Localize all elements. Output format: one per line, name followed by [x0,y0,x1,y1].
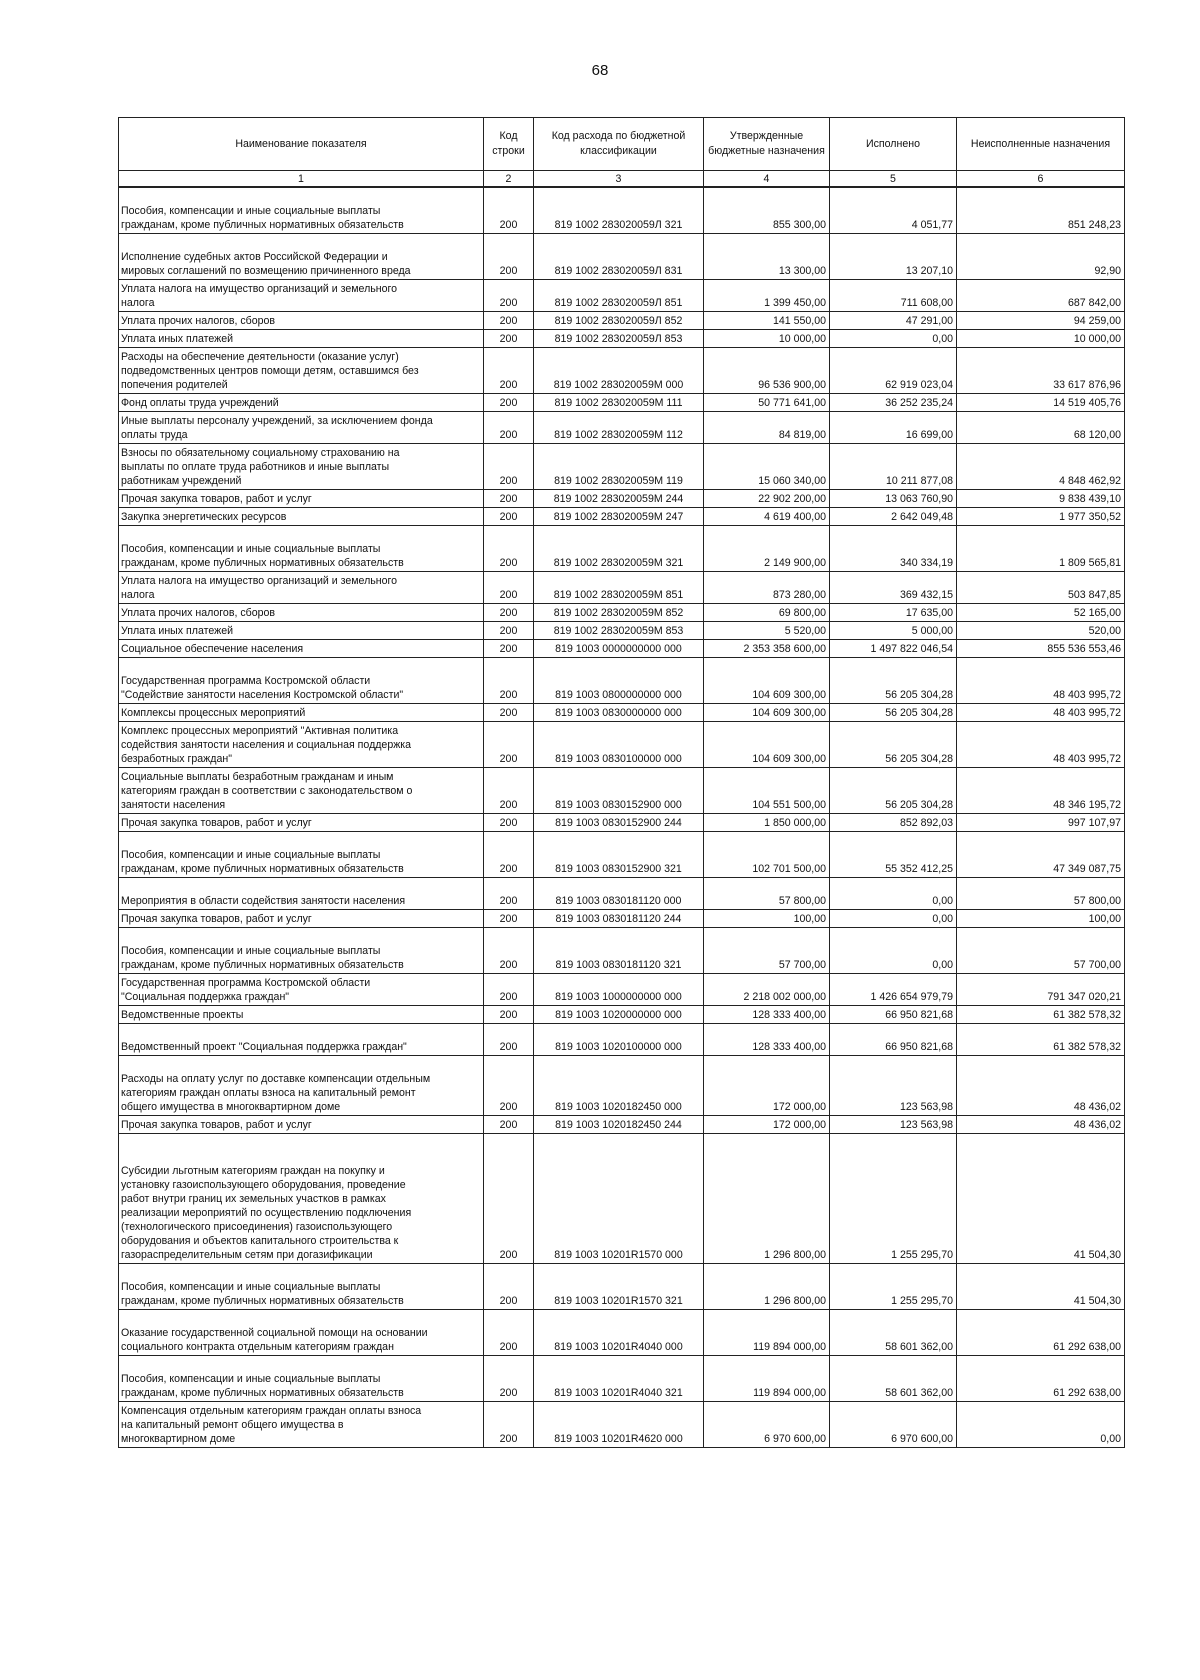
column-number: 4 [704,171,830,188]
table-header-row [119,118,1125,171]
row-approved-amount: 102 701 500,00 [704,832,830,878]
row-executed-amount: 1 255 295,70 [830,1134,957,1264]
row-approved-amount: 128 333 400,00 [704,1024,830,1056]
table-row [119,572,1125,604]
row-line-code: 200 [484,312,534,330]
table-row [119,1356,1125,1402]
row-budget-code: 819 1003 1000000000 000 [534,974,704,1006]
row-executed-amount: 13 063 760,90 [830,490,957,508]
row-budget-code: 819 1003 0830181120 244 [534,910,704,928]
row-approved-amount: 1 399 450,00 [704,280,830,312]
row-executed-amount: 17 635,00 [830,604,957,622]
row-unexecuted-amount: 52 165,00 [957,604,1125,622]
row-budget-code: 819 1003 10201R4040 321 [534,1356,704,1402]
table-row [119,1310,1125,1356]
row-budget-code: 819 1003 1020000000 000 [534,1006,704,1024]
row-budget-code: 819 1003 0800000000 000 [534,658,704,704]
row-approved-amount: 15 060 340,00 [704,444,830,490]
row-approved-amount: 2 218 002 000,00 [704,974,830,1006]
row-budget-code: 819 1003 10201R1570 321 [534,1264,704,1310]
row-unexecuted-amount: 520,00 [957,622,1125,640]
row-line-code: 200 [484,704,534,722]
row-indicator-name: Уплата иных платежей [119,330,484,348]
table-row [119,704,1125,722]
row-budget-code: 819 1002 283020059М 000 [534,348,704,394]
row-executed-amount: 16 699,00 [830,412,957,444]
row-executed-amount: 66 950 821,68 [830,1006,957,1024]
row-unexecuted-amount: 997 107,97 [957,814,1125,832]
row-line-code: 200 [484,1356,534,1402]
row-unexecuted-amount: 68 120,00 [957,412,1125,444]
row-indicator-name: Государственная программа Костромской области "Социальная поддержка граждан" [119,974,484,1006]
row-unexecuted-amount: 14 519 405,76 [957,394,1125,412]
row-line-code: 200 [484,1116,534,1134]
row-budget-code: 819 1003 1020182450 000 [534,1056,704,1116]
row-indicator-name: Социальное обеспечение населения [119,640,484,658]
row-budget-code: 819 1003 0830152900 000 [534,768,704,814]
row-approved-amount: 57 800,00 [704,878,830,910]
row-unexecuted-amount: 61 292 638,00 [957,1356,1125,1402]
row-budget-code: 819 1002 283020059Л 851 [534,280,704,312]
row-unexecuted-amount: 41 504,30 [957,1264,1125,1310]
table-row [119,604,1125,622]
row-line-code: 200 [484,526,534,572]
row-indicator-name: Социальные выплаты безработным гражданам и иным категориям граждан в соответствии с законодательством о занятости населения [119,768,484,814]
row-budget-code: 819 1002 283020059Л 831 [534,234,704,280]
row-line-code: 200 [484,640,534,658]
row-executed-amount: 340 334,19 [830,526,957,572]
table-row [119,768,1125,814]
row-line-code: 200 [484,490,534,508]
table-row [119,444,1125,490]
header-approved-appropriations: Утвержденные бюджетные назначения [704,118,830,171]
row-line-code: 200 [484,878,534,910]
row-line-code: 200 [484,1402,534,1448]
row-approved-amount: 13 300,00 [704,234,830,280]
row-indicator-name: Пособия, компенсации и иные социальные выплаты гражданам, кроме публичных нормативных обязательств [119,1264,484,1310]
row-executed-amount: 0,00 [830,330,957,348]
row-executed-amount: 6 970 600,00 [830,1402,957,1448]
row-executed-amount: 62 919 023,04 [830,348,957,394]
row-executed-amount: 66 950 821,68 [830,1024,957,1056]
row-line-code: 200 [484,280,534,312]
row-indicator-name: Расходы на оплату услуг по доставке компенсации отдельным категориям граждан оплаты взноса на капитальный ремонт общего имущества в многоквартирном доме [119,1056,484,1116]
row-budget-code: 819 1002 283020059М 853 [534,622,704,640]
column-number: 6 [957,171,1125,188]
row-budget-code: 819 1002 283020059Л 853 [534,330,704,348]
row-indicator-name: Пособия, компенсации и иные социальные выплаты гражданам, кроме публичных нормативных обязательств [119,928,484,974]
row-approved-amount: 2 149 900,00 [704,526,830,572]
row-line-code: 200 [484,234,534,280]
row-indicator-name: Пособия, компенсации и иные социальные выплаты гражданам, кроме публичных нормативных обязательств [119,526,484,572]
row-executed-amount: 0,00 [830,910,957,928]
row-indicator-name: Прочая закупка товаров, работ и услуг [119,814,484,832]
row-approved-amount: 2 353 358 600,00 [704,640,830,658]
row-approved-amount: 104 609 300,00 [704,658,830,704]
row-approved-amount: 5 520,00 [704,622,830,640]
row-indicator-name: Ведомственный проект "Социальная поддержка граждан" [119,1024,484,1056]
row-indicator-name: Прочая закупка товаров, работ и услуг [119,910,484,928]
row-budget-code: 819 1002 283020059М 119 [534,444,704,490]
row-approved-amount: 104 609 300,00 [704,704,830,722]
row-executed-amount: 1 426 654 979,79 [830,974,957,1006]
row-unexecuted-amount: 41 504,30 [957,1134,1125,1264]
row-line-code: 200 [484,330,534,348]
row-indicator-name: Прочая закупка товаров, работ и услуг [119,490,484,508]
row-unexecuted-amount: 10 000,00 [957,330,1125,348]
table-row [119,878,1125,910]
row-executed-amount: 369 432,15 [830,572,957,604]
row-indicator-name: Уплата прочих налогов, сборов [119,604,484,622]
row-budget-code: 819 1003 1020182450 244 [534,1116,704,1134]
row-line-code: 200 [484,1024,534,1056]
table-row [119,412,1125,444]
row-executed-amount: 711 608,00 [830,280,957,312]
header-budget-classification-code: Код расхода по бюджетной классификации [534,118,704,171]
row-unexecuted-amount: 57 800,00 [957,878,1125,910]
table-row [119,658,1125,704]
row-unexecuted-amount: 61 382 578,32 [957,1006,1125,1024]
table-row [119,330,1125,348]
row-line-code: 200 [484,832,534,878]
row-line-code: 200 [484,722,534,768]
row-line-code: 200 [484,622,534,640]
row-executed-amount: 5 000,00 [830,622,957,640]
row-indicator-name: Оказание государственной социальной помощи на основании социального контракта отдельным категориям граждан [119,1310,484,1356]
row-indicator-name: Пособия, компенсации и иные социальные выплаты гражданам, кроме публичных нормативных обязательств [119,832,484,878]
row-budget-code: 819 1003 1020100000 000 [534,1024,704,1056]
page-number: 68 [591,62,609,79]
row-approved-amount: 172 000,00 [704,1056,830,1116]
table-row [119,187,1125,234]
row-budget-code: 819 1003 10201R4040 000 [534,1310,704,1356]
row-budget-code: 819 1003 0830000000 000 [534,704,704,722]
row-budget-code: 819 1003 0000000000 000 [534,640,704,658]
row-approved-amount: 128 333 400,00 [704,1006,830,1024]
row-line-code: 200 [484,1310,534,1356]
column-number: 2 [484,171,534,188]
row-budget-code: 819 1002 283020059М 321 [534,526,704,572]
row-executed-amount: 852 892,03 [830,814,957,832]
row-unexecuted-amount: 48 346 195,72 [957,768,1125,814]
row-line-code: 200 [484,928,534,974]
table-row [119,1134,1125,1264]
row-approved-amount: 104 609 300,00 [704,722,830,768]
row-budget-code: 819 1003 0830181120 321 [534,928,704,974]
row-budget-code: 819 1002 283020059Л 852 [534,312,704,330]
row-line-code: 200 [484,394,534,412]
row-executed-amount: 1 255 295,70 [830,1264,957,1310]
row-unexecuted-amount: 94 259,00 [957,312,1125,330]
row-executed-amount: 1 497 822 046,54 [830,640,957,658]
row-budget-code: 819 1003 0830152900 321 [534,832,704,878]
row-unexecuted-amount: 48 403 995,72 [957,722,1125,768]
row-budget-code: 819 1003 0830181120 000 [534,878,704,910]
row-approved-amount: 119 894 000,00 [704,1310,830,1356]
table-row [119,394,1125,412]
row-budget-code: 819 1002 283020059М 851 [534,572,704,604]
row-unexecuted-amount: 0,00 [957,1402,1125,1448]
row-approved-amount: 100,00 [704,910,830,928]
row-approved-amount: 96 536 900,00 [704,348,830,394]
table-row [119,348,1125,394]
row-executed-amount: 123 563,98 [830,1116,957,1134]
row-line-code: 200 [484,604,534,622]
table-row [119,234,1125,280]
row-approved-amount: 104 551 500,00 [704,768,830,814]
row-budget-code: 819 1002 283020059М 111 [534,394,704,412]
row-unexecuted-amount: 61 382 578,32 [957,1024,1125,1056]
table-row [119,1116,1125,1134]
table-row [119,1402,1125,1448]
row-line-code: 200 [484,910,534,928]
table-row [119,832,1125,878]
table-row [119,490,1125,508]
row-indicator-name: Государственная программа Костромской области "Содействие занятости населения Костромской области" [119,658,484,704]
row-approved-amount: 10 000,00 [704,330,830,348]
row-indicator-name: Прочая закупка товаров, работ и услуг [119,1116,484,1134]
row-line-code: 200 [484,444,534,490]
column-number: 1 [119,171,484,188]
row-line-code: 200 [484,1056,534,1116]
row-executed-amount: 56 205 304,28 [830,768,957,814]
row-line-code: 200 [484,1006,534,1024]
row-budget-code: 819 1003 0830100000 000 [534,722,704,768]
row-indicator-name: Иные выплаты персоналу учреждений, за исключением фонда оплаты труда [119,412,484,444]
row-indicator-name: Расходы на обеспечение деятельности (оказание услуг) подведомственных центров помощи детям, оставшимся без попечения родителей [119,348,484,394]
row-indicator-name: Уплата иных платежей [119,622,484,640]
row-unexecuted-amount: 48 436,02 [957,1056,1125,1116]
row-unexecuted-amount: 1 977 350,52 [957,508,1125,526]
header-unexecuted-appropriations: Неисполненные назначения [957,118,1125,171]
column-number: 5 [830,171,957,188]
table-row [119,622,1125,640]
row-line-code: 200 [484,658,534,704]
row-unexecuted-amount: 92,90 [957,234,1125,280]
row-approved-amount: 57 700,00 [704,928,830,974]
row-executed-amount: 55 352 412,25 [830,832,957,878]
row-indicator-name: Субсидии льготным категориям граждан на покупку и установку газоиспользующего оборудования, проведение работ внутри границ их земельных участков в рамках реализации мероприятий по осуществлению подключения (технологического присоединения) газоиспользующего оборудования и объектов капитального строительства к газораспределительным сетям при догазификации [119,1134,484,1264]
row-unexecuted-amount: 61 292 638,00 [957,1310,1125,1356]
row-approved-amount: 1 296 800,00 [704,1134,830,1264]
row-line-code: 200 [484,814,534,832]
row-executed-amount: 56 205 304,28 [830,658,957,704]
row-executed-amount: 47 291,00 [830,312,957,330]
row-line-code: 200 [484,572,534,604]
row-indicator-name: Закупка энергетических ресурсов [119,508,484,526]
row-indicator-name: Уплата прочих налогов, сборов [119,312,484,330]
row-executed-amount: 13 207,10 [830,234,957,280]
row-indicator-name: Пособия, компенсации и иные социальные выплаты гражданам, кроме публичных нормативных обязательств [119,187,484,234]
header-executed: Исполнено [830,118,957,171]
row-executed-amount: 56 205 304,28 [830,704,957,722]
row-budget-code: 819 1003 0830152900 244 [534,814,704,832]
column-number: 3 [534,171,704,188]
row-budget-code: 819 1002 283020059Л 321 [534,187,704,234]
row-unexecuted-amount: 1 809 565,81 [957,526,1125,572]
row-unexecuted-amount: 791 347 020,21 [957,974,1125,1006]
row-approved-amount: 84 819,00 [704,412,830,444]
header-line-code: Код строки [484,118,534,171]
row-executed-amount: 58 601 362,00 [830,1310,957,1356]
row-indicator-name: Фонд оплаты труда учреждений [119,394,484,412]
row-unexecuted-amount: 851 248,23 [957,187,1125,234]
table-row [119,722,1125,768]
row-approved-amount: 172 000,00 [704,1116,830,1134]
row-budget-code: 819 1002 283020059М 852 [534,604,704,622]
row-line-code: 200 [484,974,534,1006]
row-budget-code: 819 1002 283020059М 112 [534,412,704,444]
table-row [119,1264,1125,1310]
row-executed-amount: 58 601 362,00 [830,1356,957,1402]
row-approved-amount: 6 970 600,00 [704,1402,830,1448]
row-unexecuted-amount: 57 700,00 [957,928,1125,974]
row-approved-amount: 119 894 000,00 [704,1356,830,1402]
row-indicator-name: Комплексы процессных мероприятий [119,704,484,722]
row-line-code: 200 [484,768,534,814]
table-row [119,526,1125,572]
row-indicator-name: Исполнение судебных актов Российской Федерации и мировых соглашений по возмещению причиненного вреда [119,234,484,280]
row-indicator-name: Мероприятия в области содействия занятости населения [119,878,484,910]
row-executed-amount: 36 252 235,24 [830,394,957,412]
table-row [119,508,1125,526]
row-approved-amount: 69 800,00 [704,604,830,622]
row-unexecuted-amount: 33 617 876,96 [957,348,1125,394]
table-row [119,640,1125,658]
row-executed-amount: 123 563,98 [830,1056,957,1116]
row-budget-code: 819 1002 283020059М 247 [534,508,704,526]
row-indicator-name: Взносы по обязательному социальному страхованию на выплаты по оплате труда работников и иные выплаты работникам учреждений [119,444,484,490]
table-row [119,280,1125,312]
row-indicator-name: Уплата налога на имущество организаций и земельного налога [119,572,484,604]
row-approved-amount: 873 280,00 [704,572,830,604]
row-unexecuted-amount: 9 838 439,10 [957,490,1125,508]
row-unexecuted-amount: 48 436,02 [957,1116,1125,1134]
table-row [119,1006,1125,1024]
row-unexecuted-amount: 48 403 995,72 [957,658,1125,704]
row-approved-amount: 50 771 641,00 [704,394,830,412]
row-executed-amount: 4 051,77 [830,187,957,234]
row-indicator-name: Ведомственные проекты [119,1006,484,1024]
row-unexecuted-amount: 48 403 995,72 [957,704,1125,722]
budget-execution-table [118,117,1125,1448]
row-unexecuted-amount: 4 848 462,92 [957,444,1125,490]
row-executed-amount: 0,00 [830,878,957,910]
row-approved-amount: 4 619 400,00 [704,508,830,526]
row-approved-amount: 22 902 200,00 [704,490,830,508]
row-budget-code: 819 1003 10201R4620 000 [534,1402,704,1448]
row-indicator-name: Компенсация отдельным категориям граждан оплаты взноса на капитальный ремонт общего имущества в многоквартирном доме [119,1402,484,1448]
table-row [119,814,1125,832]
row-unexecuted-amount: 855 536 553,46 [957,640,1125,658]
row-line-code: 200 [484,1134,534,1264]
row-budget-code: 819 1003 10201R1570 000 [534,1134,704,1264]
row-line-code: 200 [484,187,534,234]
row-line-code: 200 [484,412,534,444]
row-budget-code: 819 1002 283020059М 244 [534,490,704,508]
row-executed-amount: 56 205 304,28 [830,722,957,768]
column-number-row [119,171,1125,188]
row-executed-amount: 0,00 [830,928,957,974]
row-approved-amount: 1 850 000,00 [704,814,830,832]
row-unexecuted-amount: 687 842,00 [957,280,1125,312]
row-approved-amount: 1 296 800,00 [704,1264,830,1310]
row-indicator-name: Комплекс процессных мероприятий "Активная политика содействия занятости населения и социальная поддержка безработных граждан" [119,722,484,768]
row-executed-amount: 2 642 049,48 [830,508,957,526]
table-row [119,312,1125,330]
row-approved-amount: 855 300,00 [704,187,830,234]
row-indicator-name: Уплата налога на имущество организаций и земельного налога [119,280,484,312]
row-unexecuted-amount: 503 847,85 [957,572,1125,604]
table-body [119,187,1125,1448]
row-line-code: 200 [484,1264,534,1310]
table-row [119,1056,1125,1116]
row-line-code: 200 [484,508,534,526]
row-unexecuted-amount: 47 349 087,75 [957,832,1125,878]
header-indicator-name: Наименование показателя [119,118,484,171]
row-line-code: 200 [484,348,534,394]
table-row [119,928,1125,974]
row-executed-amount: 10 211 877,08 [830,444,957,490]
row-indicator-name: Пособия, компенсации и иные социальные выплаты гражданам, кроме публичных нормативных обязательств [119,1356,484,1402]
row-approved-amount: 141 550,00 [704,312,830,330]
table-row [119,910,1125,928]
table-row [119,1024,1125,1056]
table-row [119,974,1125,1006]
row-unexecuted-amount: 100,00 [957,910,1125,928]
